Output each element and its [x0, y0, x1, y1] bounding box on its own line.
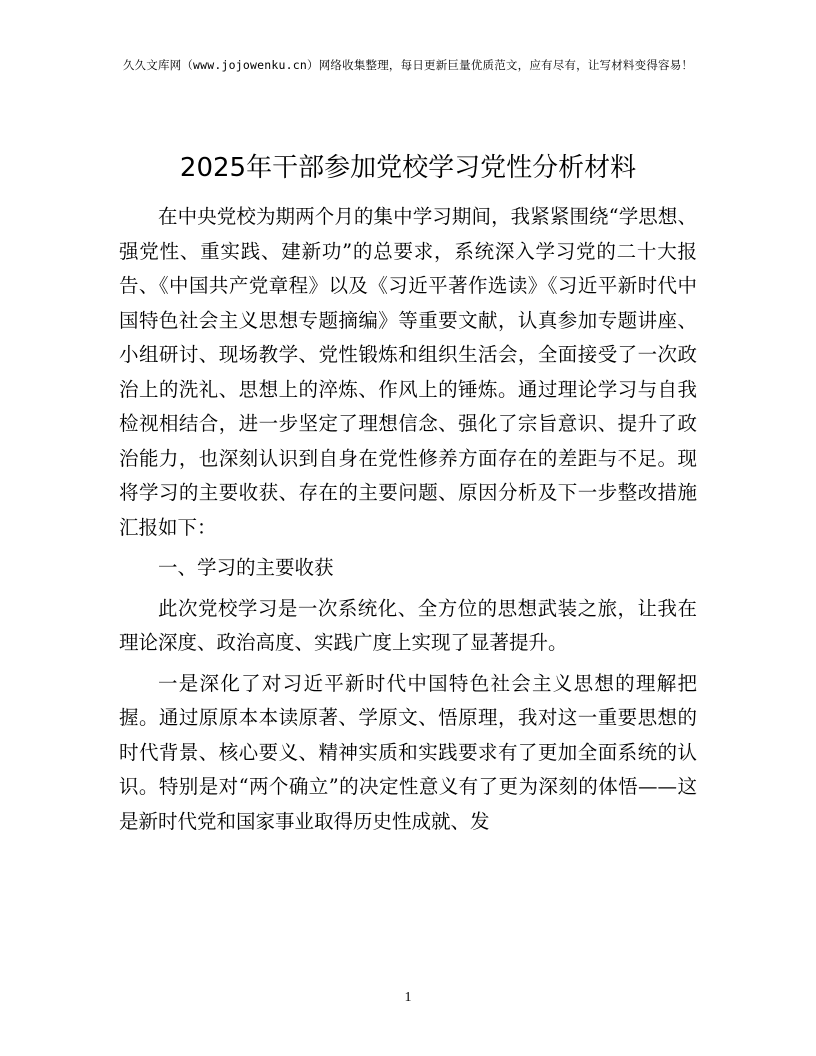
paragraph-point-one: 一是深化了对习近平新时代中国特色社会主义思想的理解把握。通过原原本本读原著、学原文、悟原理，我对这一重要思想的时代背景、核心要义、精神实质和实践要求有了更加全面系统的认识。特别是对“两个确立”的决定性意义有了更为深刻的体悟——这是新时代党和国家事业取得历史性成就、发	[119, 671, 697, 833]
header-note: 久久文库网（www.jojowenku.cn）网络收集整理，每日更新巨量优质范文，应有尽有，让写材料变得容易！	[122, 58, 694, 72]
document-body	[119, 200, 697, 845]
document-title: 2025年干部参加党校学习党性分析材料	[179, 153, 637, 183]
paragraph-summary: 此次党校学习是一次系统化、全方位的思想武装之旅，让我在理论深度、政治高度、实践广度上实现了显著提升。	[119, 596, 697, 654]
paragraph-intro: 在中央党校为期两个月的集中学习期间，我紧紧围绕“学思想、强党性、重实践、建新功”的总要求，系统深入学习党的二十大报告、《中国共产党章程》以及《习近平著作选读》《习近平新时代中国特色社会主义思想专题摘编》等重要文献，认真参加专题讲座、小组研讨、现场教学、党性锻炼和组织生活会，全面接受了一次政治上的洗礼、思想上的淬炼、作风上的锤炼。通过理论学习与自我检视相结合，进一步坚定了理想信念、强化了宗旨意识、提升了政治能力，也深刻认识到自身在党性修养方面存在的差距与不足。现将学习的主要收获、存在的主要问题、原因分析及下一步整改措施汇报如下：	[119, 205, 697, 539]
section-heading: 一、学习的主要收获	[158, 556, 334, 579]
page-number: 1	[404, 990, 412, 1005]
